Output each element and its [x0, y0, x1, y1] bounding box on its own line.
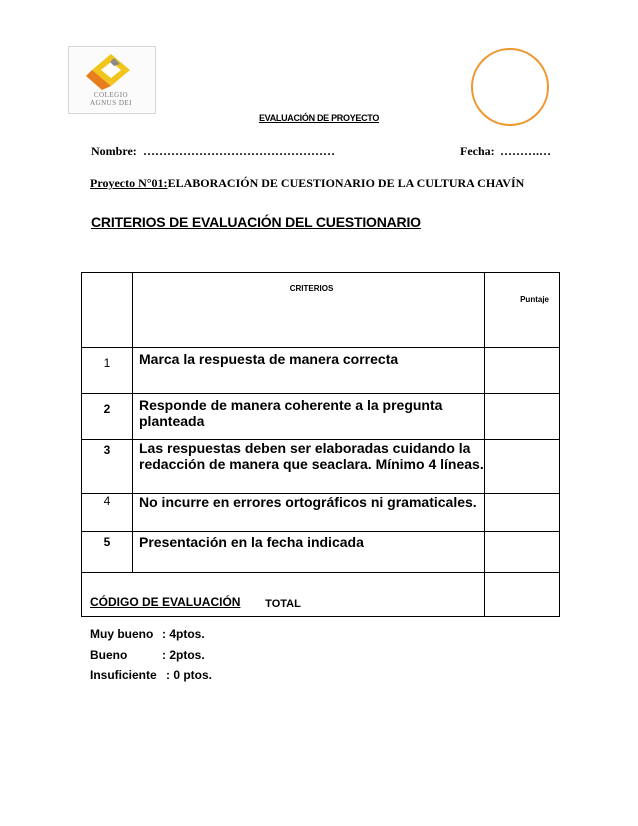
table-row — [82, 394, 560, 440]
header-puntaje: Puntaje — [485, 273, 560, 348]
code-item-bueno — [90, 648, 205, 662]
project-label: Proyecto N°01: — [90, 176, 168, 190]
header-criterios: CRITERIOS — [133, 273, 485, 348]
nombre-field[interactable]: ………………………………………… — [143, 144, 335, 158]
criteria-table — [81, 272, 560, 617]
code-item-muy-bueno — [90, 627, 205, 641]
row-criterion: Responde de manera coherente a la pregunta planteada — [133, 394, 485, 440]
row-number: 1 — [82, 348, 133, 394]
code-item-value: : 4ptos. — [162, 627, 205, 641]
row-number: 5 — [82, 532, 133, 573]
header-num-cell — [82, 273, 133, 348]
total-score-cell[interactable] — [485, 573, 560, 617]
row-score-cell[interactable] — [485, 440, 560, 494]
table-row — [82, 348, 560, 394]
project-title: ELABORACIÓN DE CUESTIONARIO DE LA CULTURA CHAVÍN — [167, 176, 525, 190]
fecha-field[interactable]: ……….… — [500, 144, 551, 158]
table-row — [82, 440, 560, 494]
code-item-label: Muy bueno — [90, 627, 154, 641]
row-number: 3 — [82, 440, 133, 494]
code-item-label: Bueno — [90, 648, 128, 662]
row-number: 4 — [82, 494, 133, 532]
code-item-value: : 0 ptos. — [166, 668, 213, 682]
school-logo-icon — [84, 52, 138, 92]
row-criterion: No incurre en errores ortográficos ni gramaticales. — [133, 494, 485, 532]
table-row — [82, 494, 560, 532]
logo-text-line2: AGNUS DEI — [89, 99, 133, 107]
table-header-row — [82, 273, 560, 348]
codigo-section-title: CÓDIGO DE EVALUACIÓN — [90, 595, 241, 609]
fecha-label: Fecha: — [460, 144, 495, 158]
row-number: 2 — [82, 394, 133, 440]
code-item-label: Insuficiente — [90, 668, 157, 682]
criteria-section-title: CRITERIOS DE EVALUACIÓN DEL CUESTIONARIO — [91, 214, 421, 230]
page-title: EVALUACIÓN DE PROYECTO — [258, 113, 380, 123]
row-criterion: Marca la respuesta de manera correcta — [133, 348, 485, 394]
row-score-cell[interactable] — [485, 532, 560, 573]
total-label: TOTAL — [82, 573, 485, 617]
project-line — [90, 176, 524, 191]
row-criterion: Presentación en la fecha indicada — [133, 532, 485, 573]
table-row — [82, 532, 560, 573]
code-item-insuficiente — [90, 668, 212, 682]
logo-text-line1: COLEGIO — [93, 91, 129, 99]
row-score-cell[interactable] — [485, 494, 560, 532]
row-score-cell[interactable] — [485, 394, 560, 440]
nombre-label: Nombre: — [91, 144, 137, 158]
row-criterion: Las respuestas deben ser elaboradas cuidando la redacción de manera que seaclara. Mínimo 4 líneas. — [133, 440, 485, 494]
row-score-cell[interactable] — [485, 348, 560, 394]
code-item-value: : 2ptos. — [162, 648, 205, 662]
